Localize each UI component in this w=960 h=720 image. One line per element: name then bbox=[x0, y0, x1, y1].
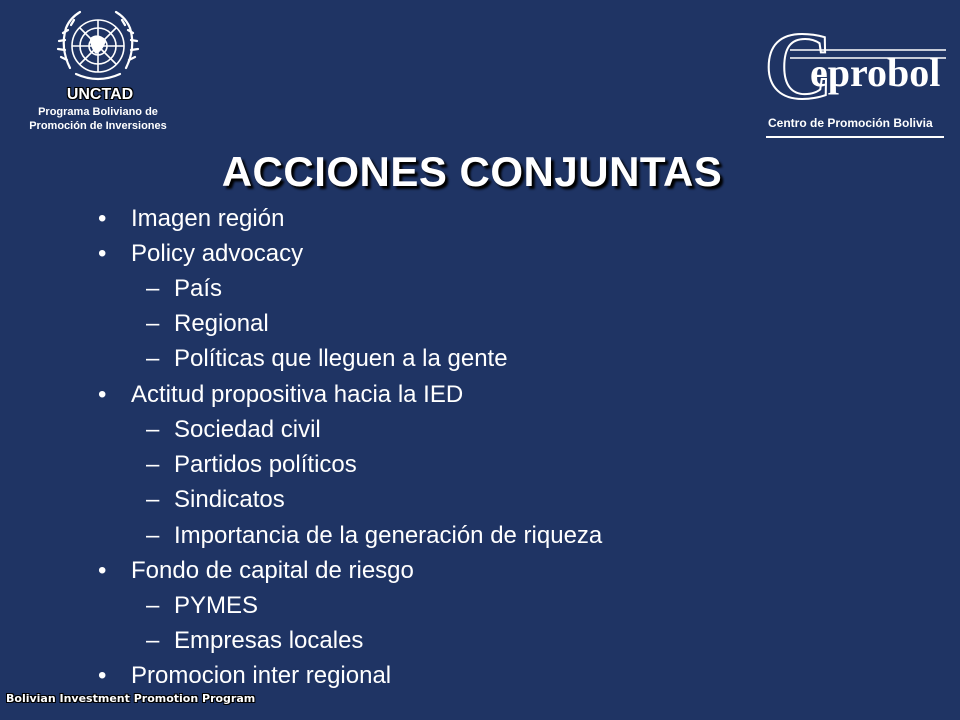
bullet-marker: • bbox=[98, 205, 107, 232]
list-subitem-text: Partidos políticos bbox=[174, 451, 357, 478]
program-name bbox=[0, 105, 196, 133]
ceprobol-tagline: Centro de Promoción Bolivia bbox=[768, 116, 933, 130]
list-subitem-text: Importancia de la generación de riqueza bbox=[174, 522, 603, 549]
unctad-label: UNCTAD bbox=[66, 86, 134, 103]
list-item-text: Fondo de capital de riesgo bbox=[131, 557, 414, 584]
list-item-text: Imagen región bbox=[131, 205, 285, 232]
list-subitem-text: Regional bbox=[174, 310, 269, 337]
dash-marker: – bbox=[146, 310, 160, 337]
un-emblem-icon bbox=[50, 4, 146, 94]
footer-program-name: Bolivian Investment Promotion Program bbox=[6, 692, 256, 705]
bullet-marker: • bbox=[98, 381, 107, 408]
divider bbox=[766, 136, 944, 138]
list-subitem-text: País bbox=[174, 275, 223, 302]
ceprobol-wordmark: eprobol bbox=[810, 50, 941, 95]
slide-title: ACCIONES CONJUNTAS bbox=[221, 148, 723, 195]
list-subitem-text: Empresas locales bbox=[174, 627, 364, 654]
svg-text:C: C bbox=[764, 12, 834, 114]
ceprobol-logo bbox=[760, 10, 956, 114]
list-item-text: Promocion inter regional bbox=[131, 662, 392, 689]
list-subitem-text: Sindicatos bbox=[174, 486, 285, 513]
dash-marker: – bbox=[146, 451, 160, 478]
dash-marker: – bbox=[146, 486, 160, 513]
dash-marker: – bbox=[146, 592, 160, 619]
dash-marker: – bbox=[146, 522, 160, 549]
dash-marker: – bbox=[146, 345, 160, 372]
bullet-marker: • bbox=[98, 240, 107, 267]
list-subitem-text: Políticas que lleguen a la gente bbox=[174, 345, 508, 372]
dash-marker: – bbox=[146, 416, 160, 443]
program-name-line2: Promoción de Inversiones bbox=[29, 120, 167, 132]
program-name-line1: Programa Boliviano de bbox=[38, 106, 158, 118]
dash-marker: – bbox=[146, 275, 160, 302]
list-subitem-text: Sociedad civil bbox=[174, 416, 321, 443]
list-item-text: Policy advocacy bbox=[131, 240, 304, 267]
bullet-marker: • bbox=[98, 662, 107, 689]
bullet-marker: • bbox=[98, 557, 107, 584]
dash-marker: – bbox=[146, 627, 160, 654]
list-item-text: Actitud propositiva hacia la IED bbox=[131, 381, 464, 408]
list-subitem-text: PYMES bbox=[174, 592, 259, 619]
